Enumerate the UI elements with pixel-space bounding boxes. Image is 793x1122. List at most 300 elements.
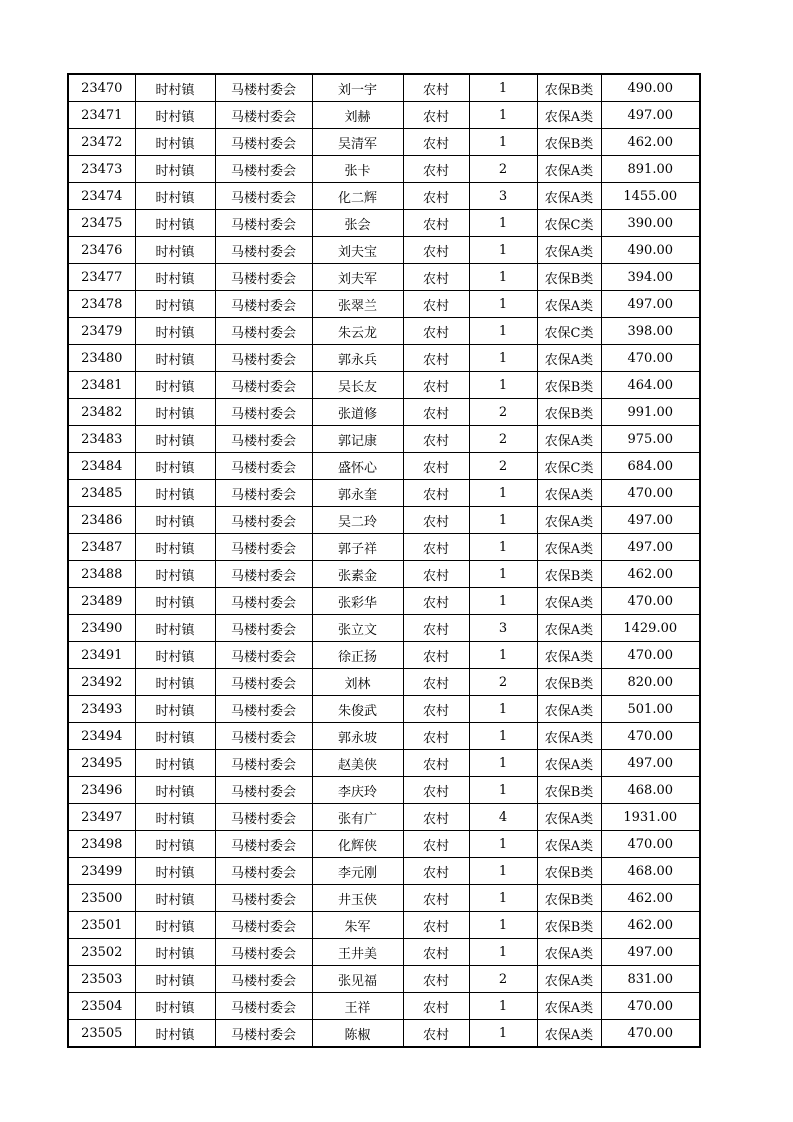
serial-number-cell: 23474 <box>68 183 135 210</box>
name-cell: 张翠兰 <box>312 291 403 318</box>
village-committee-cell: 马楼村委会 <box>215 237 312 264</box>
area-type-cell: 农村 <box>403 993 469 1020</box>
name-cell: 吴清军 <box>312 129 403 156</box>
area-type-cell: 农村 <box>403 804 469 831</box>
amount-cell: 398.00 <box>601 318 700 345</box>
category-cell: 农保A类 <box>537 804 601 831</box>
name-cell: 刘夫军 <box>312 264 403 291</box>
village-committee-cell: 马楼村委会 <box>215 480 312 507</box>
town-cell: 时村镇 <box>135 507 215 534</box>
town-cell: 时村镇 <box>135 399 215 426</box>
area-type-cell: 农村 <box>403 210 469 237</box>
village-committee-cell: 马楼村委会 <box>215 210 312 237</box>
area-type-cell: 农村 <box>403 183 469 210</box>
village-committee-cell: 马楼村委会 <box>215 318 312 345</box>
serial-number-cell: 23479 <box>68 318 135 345</box>
village-committee-cell: 马楼村委会 <box>215 129 312 156</box>
household-count-cell: 2 <box>469 453 537 480</box>
village-committee-cell: 马楼村委会 <box>215 804 312 831</box>
category-cell: 农保B类 <box>537 885 601 912</box>
town-cell: 时村镇 <box>135 74 215 102</box>
town-cell: 时村镇 <box>135 480 215 507</box>
name-cell: 赵美侠 <box>312 750 403 777</box>
category-cell: 农保B类 <box>537 912 601 939</box>
town-cell: 时村镇 <box>135 615 215 642</box>
table-row <box>68 777 700 804</box>
category-cell: 农保B类 <box>537 74 601 102</box>
household-count-cell: 1 <box>469 264 537 291</box>
household-count-cell: 1 <box>469 561 537 588</box>
amount-cell: 497.00 <box>601 939 700 966</box>
household-count-cell: 2 <box>469 426 537 453</box>
amount-cell: 501.00 <box>601 696 700 723</box>
name-cell: 张卡 <box>312 156 403 183</box>
area-type-cell: 农村 <box>403 74 469 102</box>
village-committee-cell: 马楼村委会 <box>215 777 312 804</box>
table-row <box>68 264 700 291</box>
village-committee-cell: 马楼村委会 <box>215 588 312 615</box>
household-count-cell: 2 <box>469 399 537 426</box>
amount-cell: 462.00 <box>601 912 700 939</box>
household-count-cell: 1 <box>469 534 537 561</box>
name-cell: 王井美 <box>312 939 403 966</box>
amount-cell: 820.00 <box>601 669 700 696</box>
table-row <box>68 939 700 966</box>
amount-cell: 1931.00 <box>601 804 700 831</box>
name-cell: 吴长友 <box>312 372 403 399</box>
amount-cell: 470.00 <box>601 642 700 669</box>
category-cell: 农保A类 <box>537 345 601 372</box>
table-row <box>68 534 700 561</box>
town-cell: 时村镇 <box>135 129 215 156</box>
town-cell: 时村镇 <box>135 966 215 993</box>
serial-number-cell: 23484 <box>68 453 135 480</box>
village-committee-cell: 马楼村委会 <box>215 345 312 372</box>
household-count-cell: 2 <box>469 156 537 183</box>
table-row <box>68 669 700 696</box>
category-cell: 农保A类 <box>537 966 601 993</box>
village-committee-cell: 马楼村委会 <box>215 183 312 210</box>
town-cell: 时村镇 <box>135 696 215 723</box>
table-row <box>68 426 700 453</box>
town-cell: 时村镇 <box>135 750 215 777</box>
table-body <box>68 74 700 1047</box>
category-cell: 农保B类 <box>537 372 601 399</box>
area-type-cell: 农村 <box>403 129 469 156</box>
area-type-cell: 农村 <box>403 588 469 615</box>
table-row <box>68 102 700 129</box>
amount-cell: 462.00 <box>601 885 700 912</box>
category-cell: 农保A类 <box>537 480 601 507</box>
serial-number-cell: 23494 <box>68 723 135 750</box>
amount-cell: 490.00 <box>601 74 700 102</box>
area-type-cell: 农村 <box>403 912 469 939</box>
town-cell: 时村镇 <box>135 831 215 858</box>
household-count-cell: 1 <box>469 777 537 804</box>
serial-number-cell: 23501 <box>68 912 135 939</box>
amount-cell: 497.00 <box>601 102 700 129</box>
household-count-cell: 1 <box>469 750 537 777</box>
name-cell: 郭永奎 <box>312 480 403 507</box>
table-row <box>68 642 700 669</box>
serial-number-cell: 23470 <box>68 74 135 102</box>
name-cell: 张有广 <box>312 804 403 831</box>
amount-cell: 1455.00 <box>601 183 700 210</box>
area-type-cell: 农村 <box>403 156 469 183</box>
town-cell: 时村镇 <box>135 912 215 939</box>
serial-number-cell: 23486 <box>68 507 135 534</box>
village-committee-cell: 马楼村委会 <box>215 615 312 642</box>
serial-number-cell: 23485 <box>68 480 135 507</box>
village-committee-cell: 马楼村委会 <box>215 858 312 885</box>
amount-cell: 991.00 <box>601 399 700 426</box>
household-count-cell: 1 <box>469 885 537 912</box>
category-cell: 农保A类 <box>537 426 601 453</box>
name-cell: 王祥 <box>312 993 403 1020</box>
household-count-cell: 1 <box>469 696 537 723</box>
table-row <box>68 750 700 777</box>
village-committee-cell: 马楼村委会 <box>215 264 312 291</box>
amount-cell: 394.00 <box>601 264 700 291</box>
amount-cell: 470.00 <box>601 1020 700 1048</box>
name-cell: 陈椒 <box>312 1020 403 1048</box>
category-cell: 农保A类 <box>537 507 601 534</box>
serial-number-cell: 23492 <box>68 669 135 696</box>
household-count-cell: 3 <box>469 183 537 210</box>
table-row <box>68 588 700 615</box>
category-cell: 农保A类 <box>537 993 601 1020</box>
household-count-cell: 1 <box>469 480 537 507</box>
town-cell: 时村镇 <box>135 426 215 453</box>
category-cell: 农保B类 <box>537 399 601 426</box>
table-row <box>68 237 700 264</box>
serial-number-cell: 23495 <box>68 750 135 777</box>
name-cell: 刘夫宝 <box>312 237 403 264</box>
table-row <box>68 615 700 642</box>
town-cell: 时村镇 <box>135 102 215 129</box>
serial-number-cell: 23480 <box>68 345 135 372</box>
category-cell: 农保B类 <box>537 264 601 291</box>
area-type-cell: 农村 <box>403 372 469 399</box>
category-cell: 农保A类 <box>537 642 601 669</box>
household-count-cell: 1 <box>469 831 537 858</box>
table-row <box>68 74 700 102</box>
amount-cell: 497.00 <box>601 507 700 534</box>
category-cell: 农保C类 <box>537 210 601 237</box>
name-cell: 郭记康 <box>312 426 403 453</box>
serial-number-cell: 23499 <box>68 858 135 885</box>
name-cell: 张道修 <box>312 399 403 426</box>
household-count-cell: 1 <box>469 912 537 939</box>
village-committee-cell: 马楼村委会 <box>215 507 312 534</box>
serial-number-cell: 23503 <box>68 966 135 993</box>
amount-cell: 497.00 <box>601 750 700 777</box>
category-cell: 农保A类 <box>537 237 601 264</box>
table-row <box>68 885 700 912</box>
village-committee-cell: 马楼村委会 <box>215 291 312 318</box>
village-committee-cell: 马楼村委会 <box>215 696 312 723</box>
household-count-cell: 3 <box>469 615 537 642</box>
amount-cell: 1429.00 <box>601 615 700 642</box>
amount-cell: 468.00 <box>601 777 700 804</box>
amount-cell: 470.00 <box>601 723 700 750</box>
village-committee-cell: 马楼村委会 <box>215 453 312 480</box>
household-count-cell: 1 <box>469 74 537 102</box>
household-count-cell: 1 <box>469 1020 537 1048</box>
household-count-cell: 1 <box>469 507 537 534</box>
area-type-cell: 农村 <box>403 723 469 750</box>
serial-number-cell: 23505 <box>68 1020 135 1048</box>
town-cell: 时村镇 <box>135 1020 215 1048</box>
serial-number-cell: 23472 <box>68 129 135 156</box>
table-row <box>68 183 700 210</box>
amount-cell: 390.00 <box>601 210 700 237</box>
name-cell: 朱云龙 <box>312 318 403 345</box>
household-count-cell: 1 <box>469 939 537 966</box>
village-committee-cell: 马楼村委会 <box>215 642 312 669</box>
amount-cell: 470.00 <box>601 993 700 1020</box>
household-count-cell: 1 <box>469 291 537 318</box>
table-row <box>68 291 700 318</box>
amount-cell: 462.00 <box>601 129 700 156</box>
town-cell: 时村镇 <box>135 345 215 372</box>
village-committee-cell: 马楼村委会 <box>215 669 312 696</box>
amount-cell: 891.00 <box>601 156 700 183</box>
village-committee-cell: 马楼村委会 <box>215 1020 312 1048</box>
amount-cell: 497.00 <box>601 534 700 561</box>
town-cell: 时村镇 <box>135 885 215 912</box>
serial-number-cell: 23473 <box>68 156 135 183</box>
table-row <box>68 993 700 1020</box>
area-type-cell: 农村 <box>403 696 469 723</box>
category-cell: 农保A类 <box>537 183 601 210</box>
village-committee-cell: 马楼村委会 <box>215 750 312 777</box>
name-cell: 吴二玲 <box>312 507 403 534</box>
name-cell: 刘林 <box>312 669 403 696</box>
household-count-cell: 2 <box>469 669 537 696</box>
town-cell: 时村镇 <box>135 372 215 399</box>
town-cell: 时村镇 <box>135 723 215 750</box>
category-cell: 农保A类 <box>537 588 601 615</box>
household-count-cell: 1 <box>469 129 537 156</box>
name-cell: 张素金 <box>312 561 403 588</box>
category-cell: 农保A类 <box>537 939 601 966</box>
town-cell: 时村镇 <box>135 669 215 696</box>
amount-cell: 497.00 <box>601 291 700 318</box>
household-count-cell: 1 <box>469 993 537 1020</box>
table-row <box>68 1020 700 1048</box>
name-cell: 朱军 <box>312 912 403 939</box>
area-type-cell: 农村 <box>403 480 469 507</box>
village-committee-cell: 马楼村委会 <box>215 723 312 750</box>
village-committee-cell: 马楼村委会 <box>215 966 312 993</box>
category-cell: 农保B类 <box>537 777 601 804</box>
area-type-cell: 农村 <box>403 264 469 291</box>
serial-number-cell: 23476 <box>68 237 135 264</box>
town-cell: 时村镇 <box>135 858 215 885</box>
name-cell: 朱俊武 <box>312 696 403 723</box>
town-cell: 时村镇 <box>135 804 215 831</box>
category-cell: 农保A类 <box>537 615 601 642</box>
serial-number-cell: 23488 <box>68 561 135 588</box>
village-committee-cell: 马楼村委会 <box>215 372 312 399</box>
village-committee-cell: 马楼村委会 <box>215 534 312 561</box>
area-type-cell: 农村 <box>403 507 469 534</box>
town-cell: 时村镇 <box>135 534 215 561</box>
name-cell: 张立文 <box>312 615 403 642</box>
serial-number-cell: 23490 <box>68 615 135 642</box>
data-table <box>67 73 701 1048</box>
serial-number-cell: 23498 <box>68 831 135 858</box>
town-cell: 时村镇 <box>135 291 215 318</box>
category-cell: 农保C类 <box>537 453 601 480</box>
household-count-cell: 1 <box>469 372 537 399</box>
name-cell: 化二辉 <box>312 183 403 210</box>
category-cell: 农保A类 <box>537 696 601 723</box>
category-cell: 农保A类 <box>537 102 601 129</box>
area-type-cell: 农村 <box>403 669 469 696</box>
town-cell: 时村镇 <box>135 588 215 615</box>
table-row <box>68 696 700 723</box>
area-type-cell: 农村 <box>403 399 469 426</box>
town-cell: 时村镇 <box>135 318 215 345</box>
table-row <box>68 858 700 885</box>
household-count-cell: 4 <box>469 804 537 831</box>
amount-cell: 468.00 <box>601 858 700 885</box>
name-cell: 井玉侠 <box>312 885 403 912</box>
table-row <box>68 966 700 993</box>
amount-cell: 684.00 <box>601 453 700 480</box>
amount-cell: 462.00 <box>601 561 700 588</box>
area-type-cell: 农村 <box>403 858 469 885</box>
town-cell: 时村镇 <box>135 561 215 588</box>
table-row <box>68 804 700 831</box>
name-cell: 张见福 <box>312 966 403 993</box>
village-committee-cell: 马楼村委会 <box>215 831 312 858</box>
serial-number-cell: 23475 <box>68 210 135 237</box>
area-type-cell: 农村 <box>403 939 469 966</box>
serial-number-cell: 23502 <box>68 939 135 966</box>
household-count-cell: 1 <box>469 210 537 237</box>
table-row <box>68 912 700 939</box>
amount-cell: 464.00 <box>601 372 700 399</box>
amount-cell: 470.00 <box>601 345 700 372</box>
area-type-cell: 农村 <box>403 561 469 588</box>
category-cell: 农保B类 <box>537 561 601 588</box>
area-type-cell: 农村 <box>403 291 469 318</box>
serial-number-cell: 23481 <box>68 372 135 399</box>
serial-number-cell: 23500 <box>68 885 135 912</box>
table-row <box>68 399 700 426</box>
amount-cell: 470.00 <box>601 480 700 507</box>
name-cell: 郭永坡 <box>312 723 403 750</box>
town-cell: 时村镇 <box>135 183 215 210</box>
category-cell: 农保B类 <box>537 129 601 156</box>
name-cell: 徐正扬 <box>312 642 403 669</box>
category-cell: 农保A类 <box>537 1020 601 1048</box>
category-cell: 农保B类 <box>537 669 601 696</box>
village-committee-cell: 马楼村委会 <box>215 912 312 939</box>
name-cell: 张会 <box>312 210 403 237</box>
area-type-cell: 农村 <box>403 750 469 777</box>
category-cell: 农保A类 <box>537 291 601 318</box>
category-cell: 农保A类 <box>537 723 601 750</box>
town-cell: 时村镇 <box>135 939 215 966</box>
village-committee-cell: 马楼村委会 <box>215 102 312 129</box>
household-count-cell: 1 <box>469 345 537 372</box>
area-type-cell: 农村 <box>403 831 469 858</box>
table-row <box>68 345 700 372</box>
area-type-cell: 农村 <box>403 453 469 480</box>
household-count-cell: 1 <box>469 102 537 129</box>
household-count-cell: 1 <box>469 858 537 885</box>
amount-cell: 490.00 <box>601 237 700 264</box>
area-type-cell: 农村 <box>403 345 469 372</box>
category-cell: 农保B类 <box>537 858 601 885</box>
area-type-cell: 农村 <box>403 966 469 993</box>
area-type-cell: 农村 <box>403 642 469 669</box>
table-row <box>68 723 700 750</box>
name-cell: 刘一宇 <box>312 74 403 102</box>
serial-number-cell: 23478 <box>68 291 135 318</box>
serial-number-cell: 23482 <box>68 399 135 426</box>
area-type-cell: 农村 <box>403 534 469 561</box>
village-committee-cell: 马楼村委会 <box>215 74 312 102</box>
area-type-cell: 农村 <box>403 102 469 129</box>
household-count-cell: 1 <box>469 588 537 615</box>
table-row <box>68 480 700 507</box>
name-cell: 盛怀心 <box>312 453 403 480</box>
town-cell: 时村镇 <box>135 777 215 804</box>
area-type-cell: 农村 <box>403 885 469 912</box>
village-committee-cell: 马楼村委会 <box>215 939 312 966</box>
amount-cell: 470.00 <box>601 831 700 858</box>
area-type-cell: 农村 <box>403 615 469 642</box>
serial-number-cell: 23504 <box>68 993 135 1020</box>
serial-number-cell: 23477 <box>68 264 135 291</box>
category-cell: 农保A类 <box>537 831 601 858</box>
serial-number-cell: 23497 <box>68 804 135 831</box>
table-row <box>68 156 700 183</box>
area-type-cell: 农村 <box>403 237 469 264</box>
area-type-cell: 农村 <box>403 1020 469 1048</box>
household-count-cell: 2 <box>469 966 537 993</box>
serial-number-cell: 23493 <box>68 696 135 723</box>
category-cell: 农保A类 <box>537 534 601 561</box>
table-row <box>68 831 700 858</box>
serial-number-cell: 23496 <box>68 777 135 804</box>
town-cell: 时村镇 <box>135 993 215 1020</box>
table-row <box>68 318 700 345</box>
name-cell: 郭子祥 <box>312 534 403 561</box>
area-type-cell: 农村 <box>403 318 469 345</box>
household-count-cell: 1 <box>469 642 537 669</box>
area-type-cell: 农村 <box>403 426 469 453</box>
table-row <box>68 507 700 534</box>
serial-number-cell: 23489 <box>68 588 135 615</box>
serial-number-cell: 23483 <box>68 426 135 453</box>
village-committee-cell: 马楼村委会 <box>215 885 312 912</box>
category-cell: 农保A类 <box>537 750 601 777</box>
table-row <box>68 453 700 480</box>
name-cell: 李庆玲 <box>312 777 403 804</box>
town-cell: 时村镇 <box>135 642 215 669</box>
category-cell: 农保C类 <box>537 318 601 345</box>
serial-number-cell: 23471 <box>68 102 135 129</box>
name-cell: 刘赫 <box>312 102 403 129</box>
serial-number-cell: 23487 <box>68 534 135 561</box>
area-type-cell: 农村 <box>403 777 469 804</box>
